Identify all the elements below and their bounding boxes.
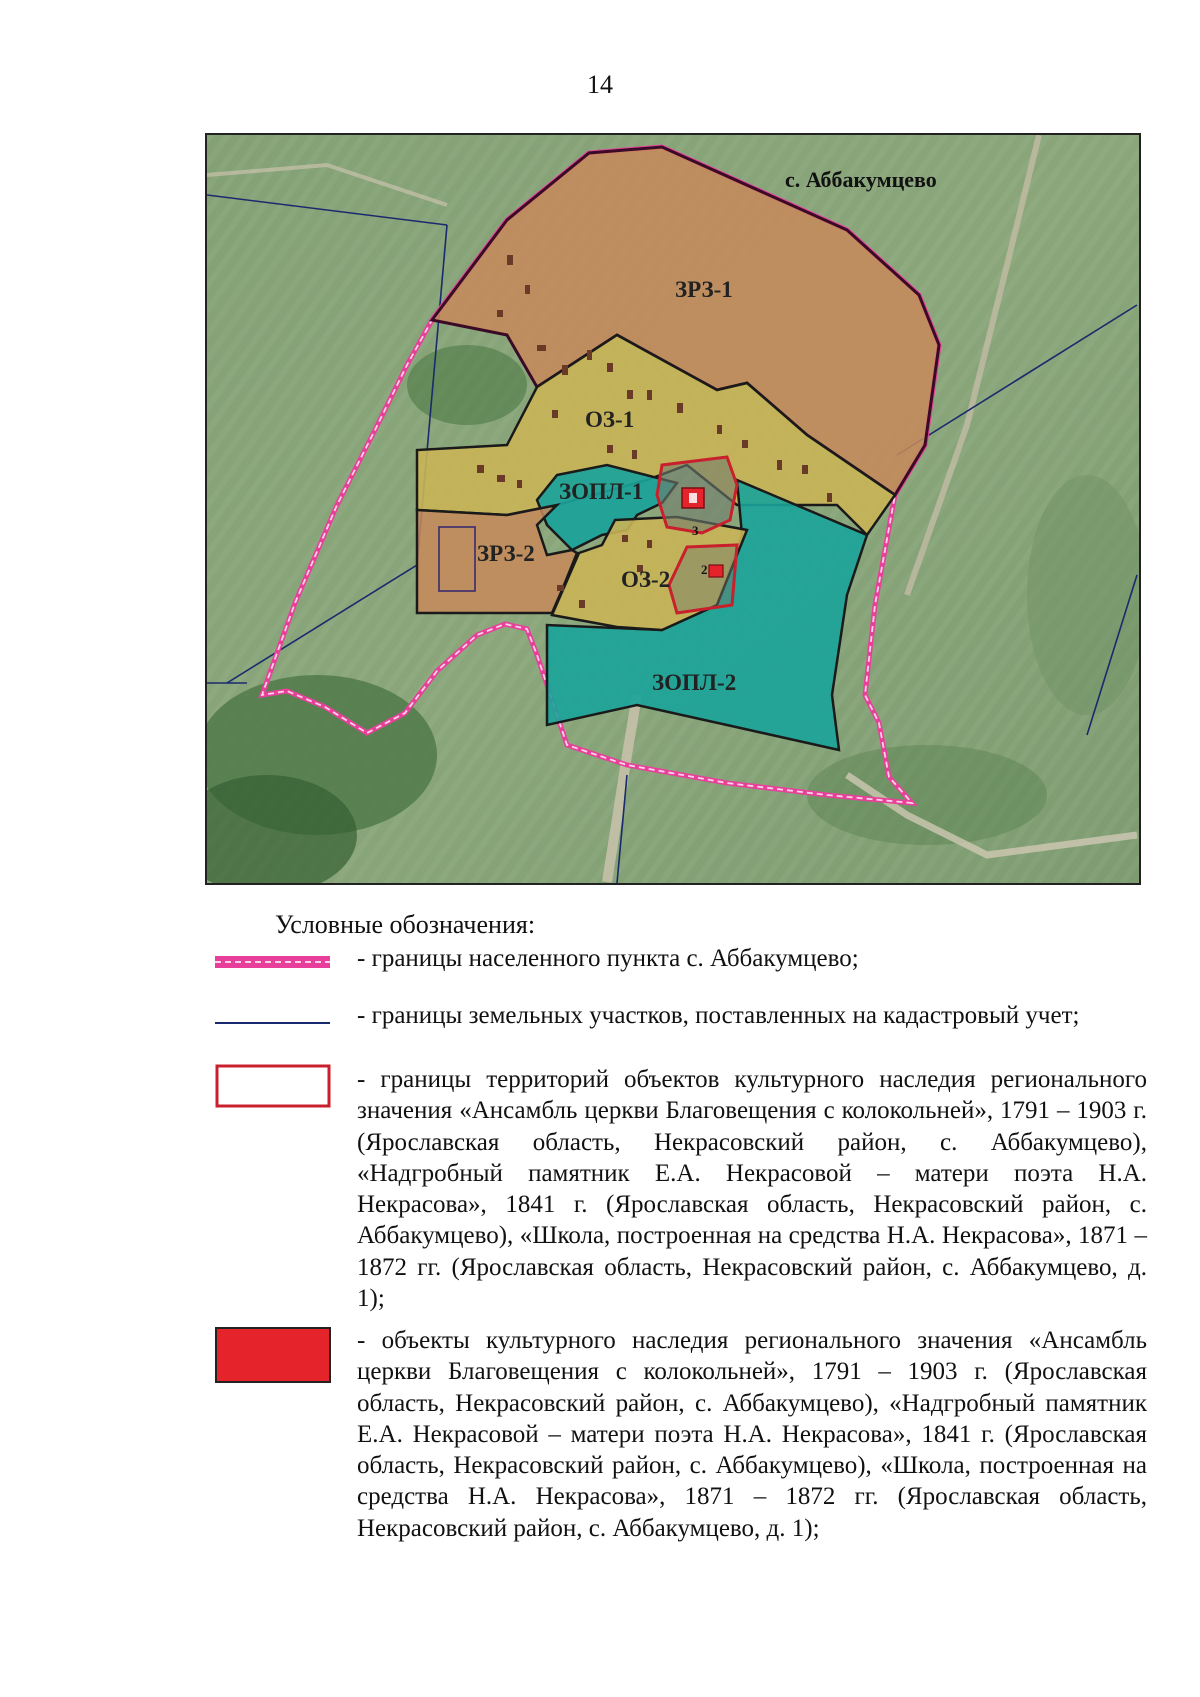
object-label-3: 3 <box>692 523 699 538</box>
legend-item-parcel-boundary <box>215 1000 1145 1070</box>
zone-label-zopl1: ЗОПЛ-1 <box>559 479 644 504</box>
village-label: с. Аббакумцево <box>785 167 937 192</box>
legend-symbol-heritage-territory <box>215 1064 331 1108</box>
zoning-map <box>205 133 1141 885</box>
heritage-object-school <box>709 565 723 577</box>
object-label-2: 2 <box>701 562 708 577</box>
zone-label-zrz2: ЗРЗ-2 <box>477 541 535 566</box>
legend-text-settlement-boundary: - границы населенного пункта с. Аббакумцево; <box>357 945 859 972</box>
zone-label-oz2: ОЗ-2 <box>621 567 671 592</box>
legend-item-settlement-boundary <box>215 945 1145 992</box>
zone-label-zopl2: ЗОПЛ-2 <box>652 670 737 695</box>
legend-text-heritage-territory: - границы территорий объектов культурного наследия регионального значения «Ансамбль церкви Благовещения с колокольней», 1791 – 1903 г. (Ярославская область, Некрасовский район, с. Аббакумцево), «Надгробный памятник Е.А. Некрасовой – матери поэта Н.А. Некрасова», 1841 г. (Ярославская область, Некрасовский район, с. Аббакумцево), «Школа, построенная на средства Н.А. Некрасова», 1871 – 1872 гг. (Ярославская область, Некрасовский район, с. Аббакумцево, д. 1); <box>357 1066 1147 1313</box>
legend-item-heritage-territory <box>215 1064 1145 1314</box>
zone-label-oz1: ОЗ-1 <box>585 407 635 432</box>
legend-title: Условные обозначения: <box>275 910 536 939</box>
legend-text-parcel-boundary: - границы земельных участков, поставленных на кадастровый учет; <box>357 1002 1080 1029</box>
legend-symbol-settlement-boundary <box>215 954 330 970</box>
zone-label-zrz1: ЗРЗ-1 <box>675 277 733 302</box>
legend-text-heritage-objects: - объекты культурного наследия регионального значения «Ансамбль церкви Благовещения с колокольней», 1791 – 1903 г. (Ярославская область, Некрасовский район, с. Аббакумцево), «Надгробный памятник Е.А. Некрасовой – матери поэта Н.А. Некрасова», 1841 г. (Ярославская область, Некрасовский район, с. Аббакумцево), «Школа, построенная на средства Н.А. Некрасова», 1871 – 1872 гг. (Ярославская область, Некрасовский район, с. Аббакумцево, д. 1); <box>357 1327 1147 1542</box>
legend-symbol-parcel-boundary <box>215 1020 330 1026</box>
legend-symbol-heritage-objects <box>215 1327 331 1383</box>
legend-item-heritage-objects <box>215 1325 1145 1585</box>
page-number: 14 <box>587 70 613 99</box>
